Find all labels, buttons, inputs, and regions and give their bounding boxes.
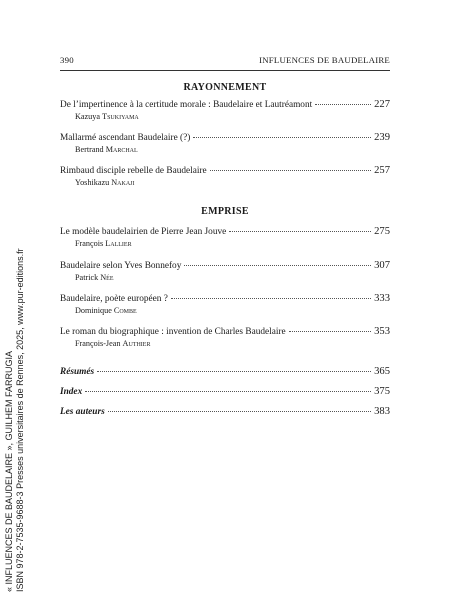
entry-title: Le modèle baudelairien de Pierre Jean Jouve bbox=[60, 227, 227, 237]
dot-leader bbox=[315, 104, 371, 105]
toc-entry[interactable] bbox=[60, 132, 390, 155]
entry-page: 375 bbox=[374, 386, 390, 397]
entry-page: 239 bbox=[374, 132, 390, 143]
toc-entry-resumes[interactable] bbox=[60, 366, 390, 378]
entry-title: Baudelaire selon Yves Bonnefoy bbox=[60, 261, 182, 271]
entry-title: Le roman du biographique : invention de Charles Baudelaire bbox=[60, 327, 286, 337]
toc-entry[interactable] bbox=[60, 326, 390, 349]
entry-page: 383 bbox=[374, 406, 390, 417]
dot-leader bbox=[184, 265, 371, 266]
entry-title: Rimbaud disciple rebelle de Baudelaire bbox=[60, 166, 207, 176]
entry-title: Index bbox=[60, 387, 83, 397]
section-heading-rayonnement: RAYONNEMENT bbox=[183, 82, 267, 93]
entry-title: De l’impertinence à la certitude morale : Baudelaire et Lautréamont bbox=[60, 100, 313, 110]
entry-page: 307 bbox=[374, 260, 390, 271]
entry-page: 353 bbox=[374, 326, 390, 337]
toc-entry[interactable] bbox=[60, 226, 390, 249]
section-heading-emprise: EMPRISE bbox=[201, 206, 249, 217]
entry-page: 333 bbox=[374, 293, 390, 304]
dot-leader bbox=[85, 391, 371, 392]
entry-author: Dominique Combe bbox=[75, 306, 137, 315]
entry-title: Mallarmé ascendant Baudelaire (?) bbox=[60, 133, 191, 143]
toc-entry[interactable] bbox=[60, 165, 390, 188]
entry-page: 365 bbox=[374, 366, 390, 377]
header-rule bbox=[60, 70, 390, 71]
dot-leader bbox=[171, 298, 371, 299]
side-credit bbox=[4, 248, 25, 592]
entry-author: Kazuya Tsukiyama bbox=[75, 112, 139, 121]
entry-author: François-Jean Authier bbox=[75, 339, 151, 348]
running-title: INFLUENCES DE BAUDELAIRE bbox=[259, 55, 390, 65]
toc-entry-auteurs[interactable] bbox=[60, 406, 390, 418]
toc-entry[interactable] bbox=[60, 99, 390, 122]
toc-entry[interactable] bbox=[60, 260, 390, 283]
dot-leader bbox=[289, 331, 371, 332]
entry-page: 227 bbox=[374, 99, 390, 110]
dot-leader bbox=[210, 170, 371, 171]
dot-leader bbox=[193, 137, 371, 138]
entry-title: Résumés bbox=[60, 367, 95, 377]
page-number: 390 bbox=[60, 55, 74, 65]
entry-page: 257 bbox=[374, 165, 390, 176]
toc-entry-index[interactable] bbox=[60, 386, 390, 398]
side-credit-line-1: « INFLUENCES DE BAUDELAIRE », GUILHEM FARRUGIA bbox=[4, 350, 14, 592]
entry-author: Yoshikazu Nakaji bbox=[75, 178, 135, 187]
toc-entry[interactable] bbox=[60, 293, 390, 316]
dot-leader bbox=[97, 371, 371, 372]
dot-leader bbox=[229, 231, 371, 232]
entry-author: Patrick Née bbox=[75, 273, 114, 282]
dot-leader bbox=[108, 411, 371, 412]
side-credit-line-2: ISBN 978-2-7535-9688-3 Presses universitaires de Rennes, 2025, www.pur-editions.fr bbox=[14, 248, 25, 592]
entry-title: Les auteurs bbox=[60, 407, 105, 417]
entry-author: Bertrand Marchal bbox=[75, 145, 138, 154]
entry-title: Baudelaire, poète européen ? bbox=[60, 294, 168, 304]
running-header bbox=[60, 55, 390, 69]
entry-page: 275 bbox=[374, 226, 390, 237]
entry-author: François Lallier bbox=[75, 239, 132, 248]
